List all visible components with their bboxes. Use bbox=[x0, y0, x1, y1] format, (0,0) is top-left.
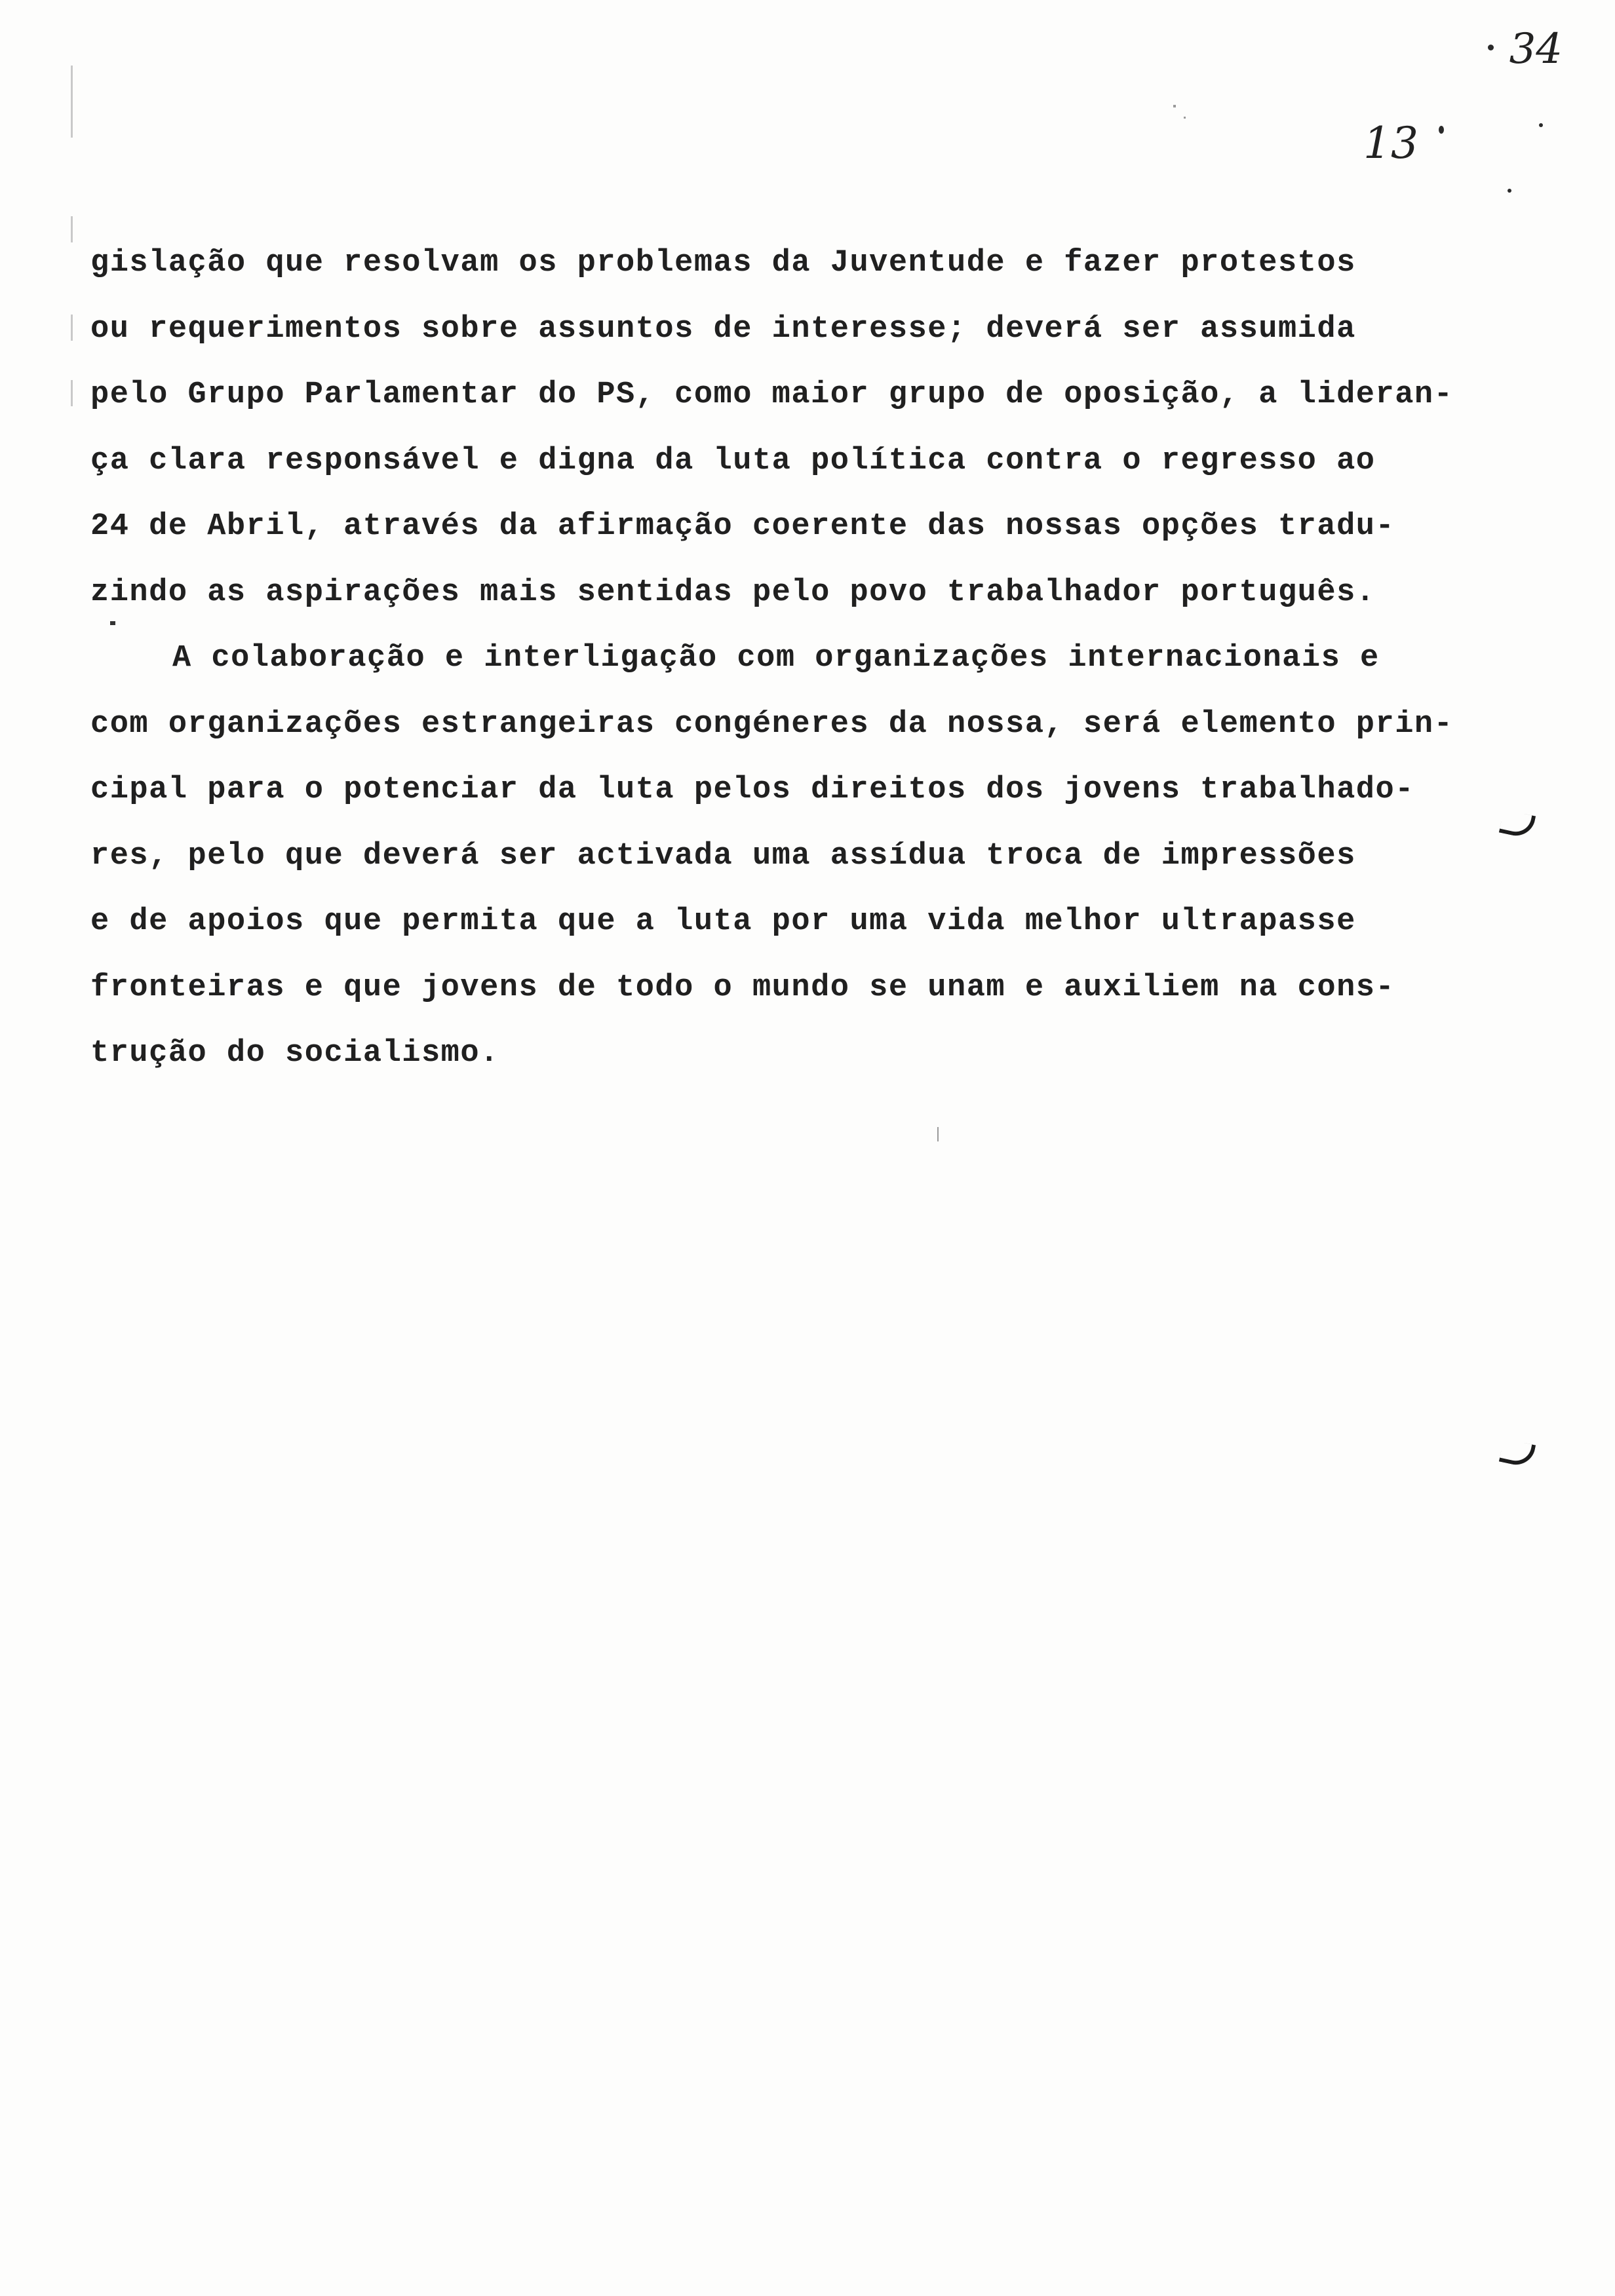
text-line: ou requerimentos sobre assuntos de interesse; deverá ser assumida bbox=[90, 311, 1356, 347]
text-line: zindo as aspirações mais sentidas pelo povo trabalhador português. bbox=[90, 575, 1376, 610]
text-line: A colaboração e interligação com organizações internacionais e bbox=[172, 641, 1380, 676]
scan-speck bbox=[937, 1127, 939, 1141]
text-line: cipal para o potenciar da luta pelos direitos dos jovens trabalhado- bbox=[90, 773, 1414, 807]
handwritten-dot bbox=[1508, 189, 1511, 193]
text-line: fronteiras e que jovens de todo o mundo se unam e auxiliem na cons- bbox=[90, 970, 1395, 1005]
left-margin-mark bbox=[71, 380, 73, 406]
left-margin-mark bbox=[71, 216, 73, 242]
paragraph-1 bbox=[90, 231, 1506, 626]
handwritten-dot bbox=[1439, 126, 1444, 134]
scan-speck bbox=[1173, 105, 1176, 107]
text-line: gislação que resolvam os problemas da Juventude e fazer protestos bbox=[90, 246, 1356, 280]
body-text bbox=[90, 231, 1506, 1087]
check-mark-icon bbox=[1499, 1438, 1536, 1468]
paragraph-2 bbox=[90, 626, 1506, 1087]
text-line: trução do socialismo. bbox=[90, 1036, 499, 1071]
text-line: pelo Grupo Parlamentar do PS, como maior grupo de oposição, a lideran- bbox=[90, 377, 1454, 412]
handwritten-dot bbox=[1488, 45, 1494, 50]
page-number-second: 13 bbox=[1363, 118, 1418, 168]
handwritten-dot bbox=[1539, 123, 1543, 127]
left-margin-mark bbox=[71, 66, 73, 138]
text-line: e de apoios que permita que a luta por uma vida melhor ultrapasse bbox=[90, 904, 1356, 939]
page-number-top: 34 bbox=[1509, 25, 1563, 73]
text-line: com organizações estrangeiras congéneres da nossa, será elemento prin- bbox=[90, 706, 1454, 742]
text-line: 24 de Abril, através da afirmação coerente das nossas opções tradu- bbox=[90, 509, 1395, 544]
text-line: res, pelo que deverá ser activada uma assídua troca de impressões bbox=[90, 838, 1356, 873]
scan-speck bbox=[1184, 117, 1186, 119]
text-line: ça clara responsável e digna da luta política contra o regresso ao bbox=[90, 443, 1376, 478]
left-margin-mark bbox=[71, 315, 73, 341]
